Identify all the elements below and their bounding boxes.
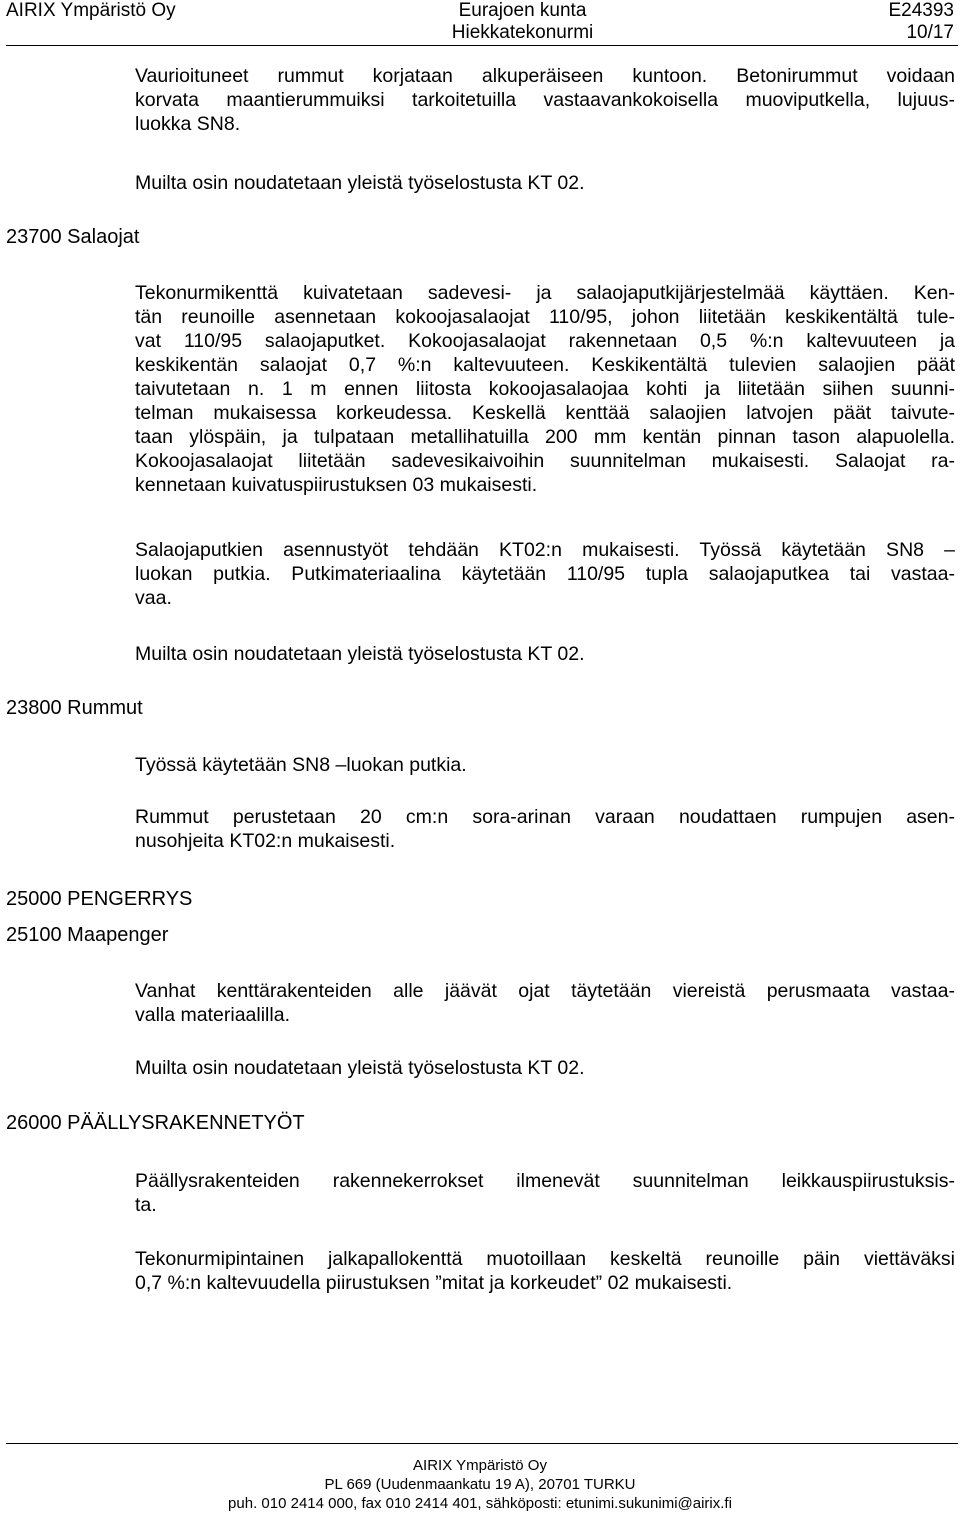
paragraph-embankment-general bbox=[135, 1056, 955, 1080]
text-line: Vanhat kenttärakenteiden alle jäävät ojat täytetään viereistä perusmaata vastaa- bbox=[135, 980, 955, 1002]
section-heading-25000: 25000 PENGERRYS bbox=[6, 888, 193, 910]
text-line: Muilta osin noudatetaan yleistä työselostusta KT 02. bbox=[135, 643, 585, 665]
text-line: Salaojaputkien asennustyöt tehdään KT02:n mukaisesti. Työssä käytetään SN8 – bbox=[135, 539, 955, 561]
paragraph-culvert-foundation bbox=[135, 805, 955, 853]
text-line: Tekonurmikenttä kuivatetaan sadevesi- ja salaojaputkijärjestelmää käyttäen. Ken- bbox=[135, 282, 955, 304]
paragraph-pitch-slope bbox=[135, 1247, 955, 1295]
paragraph-intro-general bbox=[135, 171, 955, 195]
paragraph-drainage-general bbox=[135, 642, 955, 666]
footer-contact: puh. 010 2414 000, fax 010 2414 401, sähköposti: etunimi.sukunimi@airix.fi bbox=[228, 1495, 732, 1512]
text-line: Tekonurmipintainen jalkapallokenttä muotoillaan keskeltä reunoille päin viettäväksi bbox=[135, 1248, 955, 1270]
paragraph-embankment-fill bbox=[135, 979, 955, 1027]
footer-divider bbox=[6, 1443, 958, 1444]
header-center bbox=[400, 0, 645, 44]
header-project-code: E24393 bbox=[888, 0, 954, 21]
text-line: kennetaan kuivatuspiirustuksen 03 mukaisesti. bbox=[135, 474, 538, 496]
footer-company: AIRIX Ympäristö Oy bbox=[413, 1457, 547, 1474]
text-line: taivutetaan n. 1 m ennen liitosta kokoojasalaojaa kohti ja liitetään siihen suunni- bbox=[135, 378, 955, 400]
text-line: luokka SN8. bbox=[135, 113, 241, 135]
text-line: luokan putkia. Putkimateriaalina käytetään 110/95 tupla salaojaputkea tai vastaa- bbox=[135, 563, 955, 585]
text-line: telman mukaisessa korkeudessa. Keskellä kenttää salaojien latvojen päät taivute- bbox=[135, 402, 955, 424]
text-line: Työssä käytetään SN8 –luokan putkia. bbox=[135, 754, 467, 776]
header-divider bbox=[6, 45, 958, 46]
paragraph-culvert-pipes bbox=[135, 753, 955, 777]
text-line: Rummut perustetaan 20 cm:n sora-arinan varaan noudattaen rumpujen asen- bbox=[135, 806, 955, 828]
text-line: keskikentän salaojat 0,7 %:n kaltevuuteen. Keskikentältä tulevien salaojien päät bbox=[135, 354, 955, 376]
section-heading-25100: 25100 Maapenger bbox=[6, 924, 169, 946]
text-line: valla materiaalilla. bbox=[135, 1004, 290, 1026]
text-line: vat 110/95 salaojaputket. Kokoojasalaojat rakennetaan 0,5 %:n kaltevuuteen ja bbox=[135, 330, 955, 352]
text-line: ta. bbox=[135, 1194, 157, 1216]
text-line: Päällysrakenteiden rakennekerrokset ilmenevät suunnitelman leikkauspiirustuksis- bbox=[135, 1170, 955, 1192]
paragraph-drainage-installation bbox=[135, 538, 955, 610]
text-line: vaa. bbox=[135, 587, 172, 609]
footer-address: PL 669 (Uudenmaankatu 19 A), 20701 TURKU bbox=[324, 1476, 636, 1493]
section-heading-26000: 26000 PÄÄLLYSRAKENNETYÖT bbox=[6, 1112, 305, 1134]
text-line: Muilta osin noudatetaan yleistä työselostusta KT 02. bbox=[135, 172, 585, 194]
text-line: Kokoojasalaojat liitetään sadevesikaivoihin suunnitelman mukaisesti. Salaojat ra- bbox=[135, 450, 955, 472]
header-municipality: Eurajoen kunta bbox=[458, 0, 587, 21]
section-heading-23800: 23800 Rummut bbox=[6, 697, 143, 719]
text-line: taan ylöspäin, ja tulpataan metallihatuilla 200 mm kentän pinnan tason alapuolella. bbox=[135, 426, 955, 448]
text-line: 0,7 %:n kaltevuudella piirustuksen ”mitat ja korkeudet” 02 mukaisesti. bbox=[135, 1272, 733, 1294]
header-right bbox=[888, 0, 954, 44]
header-project-name: Hiekkatekonurmi bbox=[451, 22, 594, 43]
text-line: korvata maantierummuiksi tarkoitetuilla vastaavankokoisella muoviputkella, lujuus- bbox=[135, 89, 955, 111]
text-line: Muilta osin noudatetaan yleistä työselostusta KT 02. bbox=[135, 1057, 585, 1079]
section-heading-23700: 23700 Salaojat bbox=[6, 226, 140, 248]
header-page-number: 10/17 bbox=[906, 22, 954, 43]
header-company: AIRIX Ympäristö Oy bbox=[6, 0, 176, 21]
text-line: tän reunoille asennetaan kokoojasalaojat 110/95, johon liitetään keskikentältä tule- bbox=[135, 306, 955, 328]
paragraph-intro-culverts bbox=[135, 64, 955, 136]
paragraph-pavement-layers bbox=[135, 1169, 955, 1217]
text-line: Vaurioituneet rummut korjataan alkuperäiseen kuntoon. Betonirummut voidaan bbox=[135, 65, 955, 87]
paragraph-drainage-system bbox=[135, 281, 955, 497]
text-line: nusohjeita KT02:n mukaisesti. bbox=[135, 830, 396, 852]
